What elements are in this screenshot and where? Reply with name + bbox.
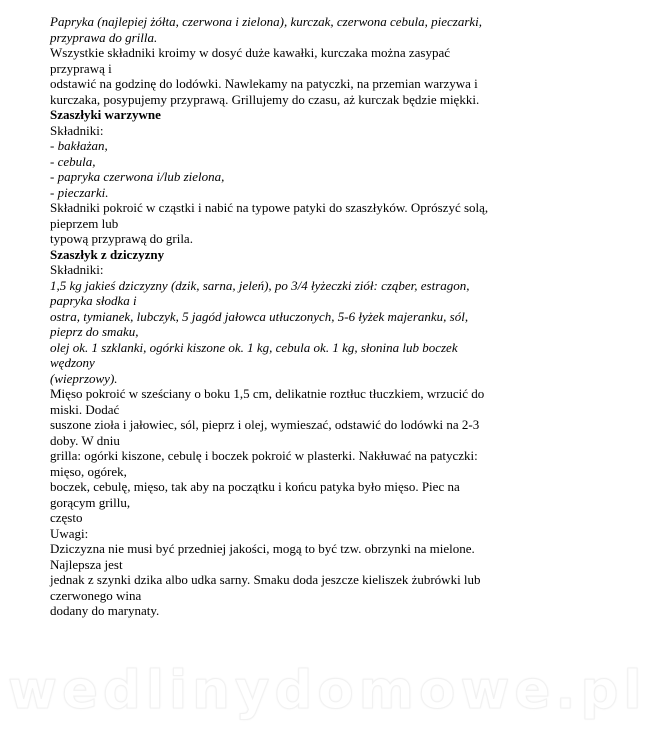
text-line: papryka słodka i [50,293,137,308]
text-line: miski. Dodać [50,401,120,417]
text-line: odstawić na godzinę do lodówki. Nawlekamy na patyczki, na przemian warzywa i [50,76,478,91]
text-line: (wieprzowy). [50,370,118,386]
text-line: wędzony [50,355,95,370]
section-heading: Szaszłyk z dziczyzny [50,246,165,262]
text-line: kurczaka, posypujemy przyprawą. Grillujemy do czasu, aż kurczak będzie miękki. [50,91,480,107]
text-line: pieprz do smaku, [50,324,139,339]
text-line: Mięso pokroić w sześciany o boku 1,5 cm, delikatnie roztłuc tłuczkiem, wrzucić do [50,386,485,401]
recipe-text [50,14,520,619]
text-line: boczek, cebulę, mięso, tak aby na początku i końcu patyka było mięso. Piec na [50,479,460,494]
text-line: często [50,510,83,525]
text-line: typową przyprawą do grila. [50,231,193,246]
text-line: - cebula, [50,153,96,169]
text-line: przyprawą i [50,60,112,76]
text-line: jednak z szynki dzika albo udka sarny. Smaku doda jeszcze kieliszek żubrówki lub [50,572,481,587]
text-line: Uwagi: [50,525,89,541]
text-line: Składniki: [50,262,104,277]
text-line: ostra, tymianek, lubczyk, 5 jagód jałowca utłuczonych, 5-6 łyżek majeranku, sól, [50,308,469,324]
text-line: - papryka czerwona i/lub zielona, [50,169,225,184]
text-line: Najlepsza jest [50,556,123,572]
text-line: doby. W dniu [50,432,120,448]
text-line: Papryka (najlepiej żółta, czerwona i zielona), kurczak, czerwona cebula, pieczarki, [50,14,483,29]
text-line: Dziczyzna nie musi być przedniej jakości, mogą to być tzw. obrzynki na mielone. [50,541,475,556]
text-line: gorącym grillu, [50,494,131,510]
text-line: - pieczarki. [50,184,109,200]
text-line: przyprawa do grilla. [50,29,158,45]
text-line: Składniki pokroić w cząstki i nabić na typowe patyki do szaszłyków. Oprószyć solą, [50,200,489,215]
text-line: dodany do marynaty. [50,603,160,618]
text-line: - bakłażan, [50,138,108,153]
text-line: olej ok. 1 szklanki, ogórki kiszone ok. 1 kg, cebula ok. 1 kg, słonina lub boczek [50,339,458,355]
text-line: Wszystkie składniki kroimy w dosyć duże kawałki, kurczaka można zasypać [50,45,450,60]
text-line: suszone zioła i jałowiec, sól, pieprz i olej, wymieszać, odstawić do lodówki na 2-3 [50,417,480,432]
text-line: Składniki: [50,122,104,138]
section-heading: Szaszłyki warzywne [50,107,161,122]
text-line: czerwonego wina [50,587,142,603]
watermark: wedlinydomowe.pl [8,660,647,721]
text-line: grilla: ogórki kiszone, cebulę i boczek pokroić w plasterki. Nakłuwać na patyczki: [50,448,478,463]
text-line: 1,5 kg jakieś dziczyzny (dzik, sarna, jeleń), po 3/4 łyżeczki ziół: cząber, estragon, [50,277,470,293]
text-line: mięso, ogórek, [50,463,127,479]
text-line: pieprzem lub [50,215,119,231]
